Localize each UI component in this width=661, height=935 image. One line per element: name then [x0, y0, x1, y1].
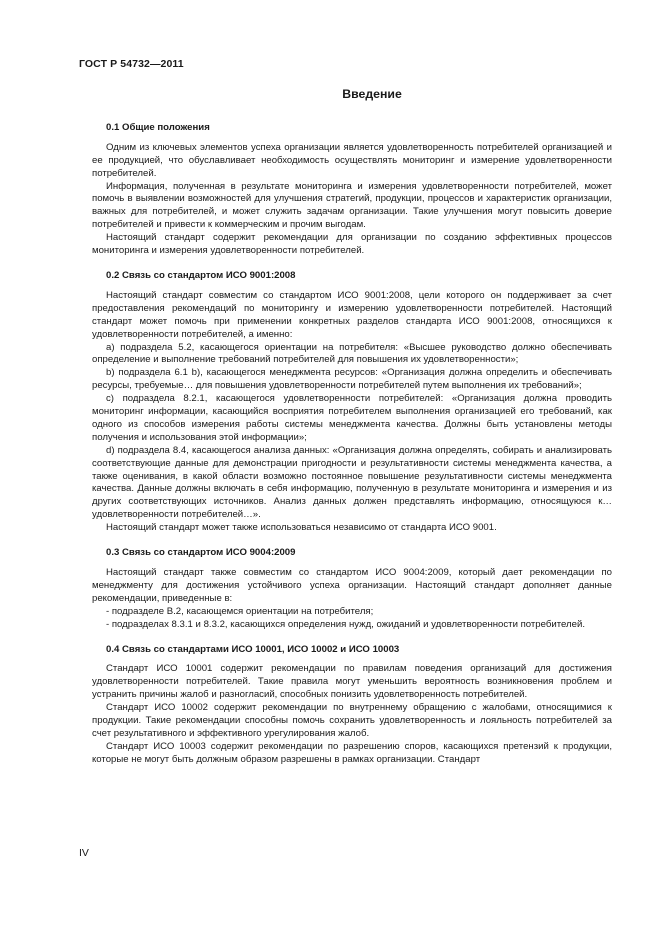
paragraph: Одним из ключевых элементов успеха организации является удовлетворенность потребителей организацией и ее продукцией, что обуславливает необходимость осуществлять мониторинг и измерение удовлетворенности потребителей. — [92, 141, 612, 179]
section-body — [92, 567, 612, 632]
section — [92, 122, 612, 258]
standard-code: ГОСТ Р 54732—2011 — [79, 58, 184, 70]
section — [92, 270, 612, 535]
paragraph: Настоящий стандарт также совместим со стандартом ИСО 9004:2009, который дает рекомендации по менеджменту для достижения устойчивого успеха организации. Настоящий стандарт дополняет данные рекомендации, приведенные в: — [92, 567, 612, 604]
paragraph: Стандарт ИСО 10003 содержит рекомендации по разрешению споров, касающихся претензий к продукции, которые не могут быть должным образом разрешены в рамках организации. Стандарт — [92, 740, 612, 765]
paragraph: - подразделах 8.3.1 и 8.3.2, касающихся определения нужд, ожиданий и удовлетворенности потребителей. — [106, 618, 585, 630]
paragraph: Стандарт ИСО 10001 содержит рекомендации по правилам поведения организаций для достижения удовлетворенности потребителей. Такие правила могут уменьшить вероятность возникновения проблем и устранить причины жалоб и разногласий, способных понизить удовлетворенность потребителей. — [92, 663, 612, 701]
document-body — [92, 88, 612, 779]
section-body — [92, 142, 612, 258]
paragraph: b) подраздела 6.1 b), касающегося менеджмента ресурсов: «Организация должна определить и обеспечивать ресурсы, требуемые… для повышения удовлетворенности потребителей путем выполнения их требований»; — [92, 367, 612, 392]
section-body — [92, 290, 612, 535]
section-heading: 0.4 Связь со стандартами ИСО 10001, ИСО 10002 и ИСО 10003 — [106, 643, 400, 655]
paragraph: - подразделе B.2, касающемся ориентации на потребителя; — [106, 605, 374, 617]
paragraph: c) подраздела 8.2.1, касающегося удовлетворенности потребителей: «Организация должна проводить мониторинг информации, касающийся восприятия потребителем выполнения организацией его требований, как одного из способов измерения работы системы менеджмента качества. Должны быть установлены методы получения и использования этой информации»; — [92, 393, 612, 443]
paragraph: Настоящий стандарт может также использоваться независимо от стандарта ИСО 9001. — [106, 522, 497, 534]
paragraph: d) подраздела 8.4, касающегося анализа данных: «Организация должна определять, собирать и анализировать соответствующие данные для демонстрации пригодности и результативности системы менеджмента качества, а также оценивания, в какой области возможно постоянное повышение результативности системы менеджмента качества. Данные должны включать в себя информацию, полученную в результате мониторинга и измерения и из других соответствующих источников. Анализ данных должен представлять информацию, относящуюся к… удовлетворенности потребителей…». — [92, 444, 612, 521]
section-heading: 0.3 Связь со стандартом ИСО 9004:2009 — [106, 547, 296, 559]
paragraph: Настоящий стандарт совместим со стандартом ИСО 9001:2008, цели которого он поддерживает за счет предоставления рекомендаций по мониторингу и измерению удовлетворенности потребителей. Настоящий стандарт может помочь при применении конкретных разделов стандарта ИСО 9001:2008, относящихся к удовлетворенности потребителей, а именно: — [92, 289, 612, 340]
section-heading: 0.1 Общие положения — [106, 121, 210, 133]
paragraph: Настоящий стандарт содержит рекомендации для организации по созданию эффективных процессов мониторинга и измерения удовлетворенности потребителей. — [92, 232, 612, 257]
paragraph: Стандарт ИСО 10002 содержит рекомендации по внутреннему обращению с жалобами, относящимися к продукции. Такие рекомендации способны помочь сохранить удовлетворенность и лояльность потребителей за счет результативного и эффективного урегулирования жалоб. — [92, 702, 612, 739]
sections-container — [92, 122, 612, 767]
paragraph: Информация, полученная в результате мониторинга и измерения удовлетворенности потребителей, может помочь в выявлении возможностей для улучшения стратегий, продукции, процессов и характеристик организации, важных для потребителей, и может служить задачам организации. Такие улучшения могут повысить доверие потребителей и привести к коммерческим и прочим выгодам. — [92, 180, 612, 231]
paragraph: a) подраздела 5.2, касающегося ориентации на потребителя: «Высшее руководство должно обеспечивать определение и выполнение требований потребителей для повышения их удовлетворенности»; — [92, 341, 612, 366]
section — [92, 547, 612, 631]
page-number: IV — [79, 847, 89, 859]
section-heading: 0.2 Связь со стандартом ИСО 9001:2008 — [106, 269, 296, 281]
section — [92, 644, 612, 767]
section-body — [92, 663, 612, 766]
document-title: Введение — [342, 87, 402, 101]
